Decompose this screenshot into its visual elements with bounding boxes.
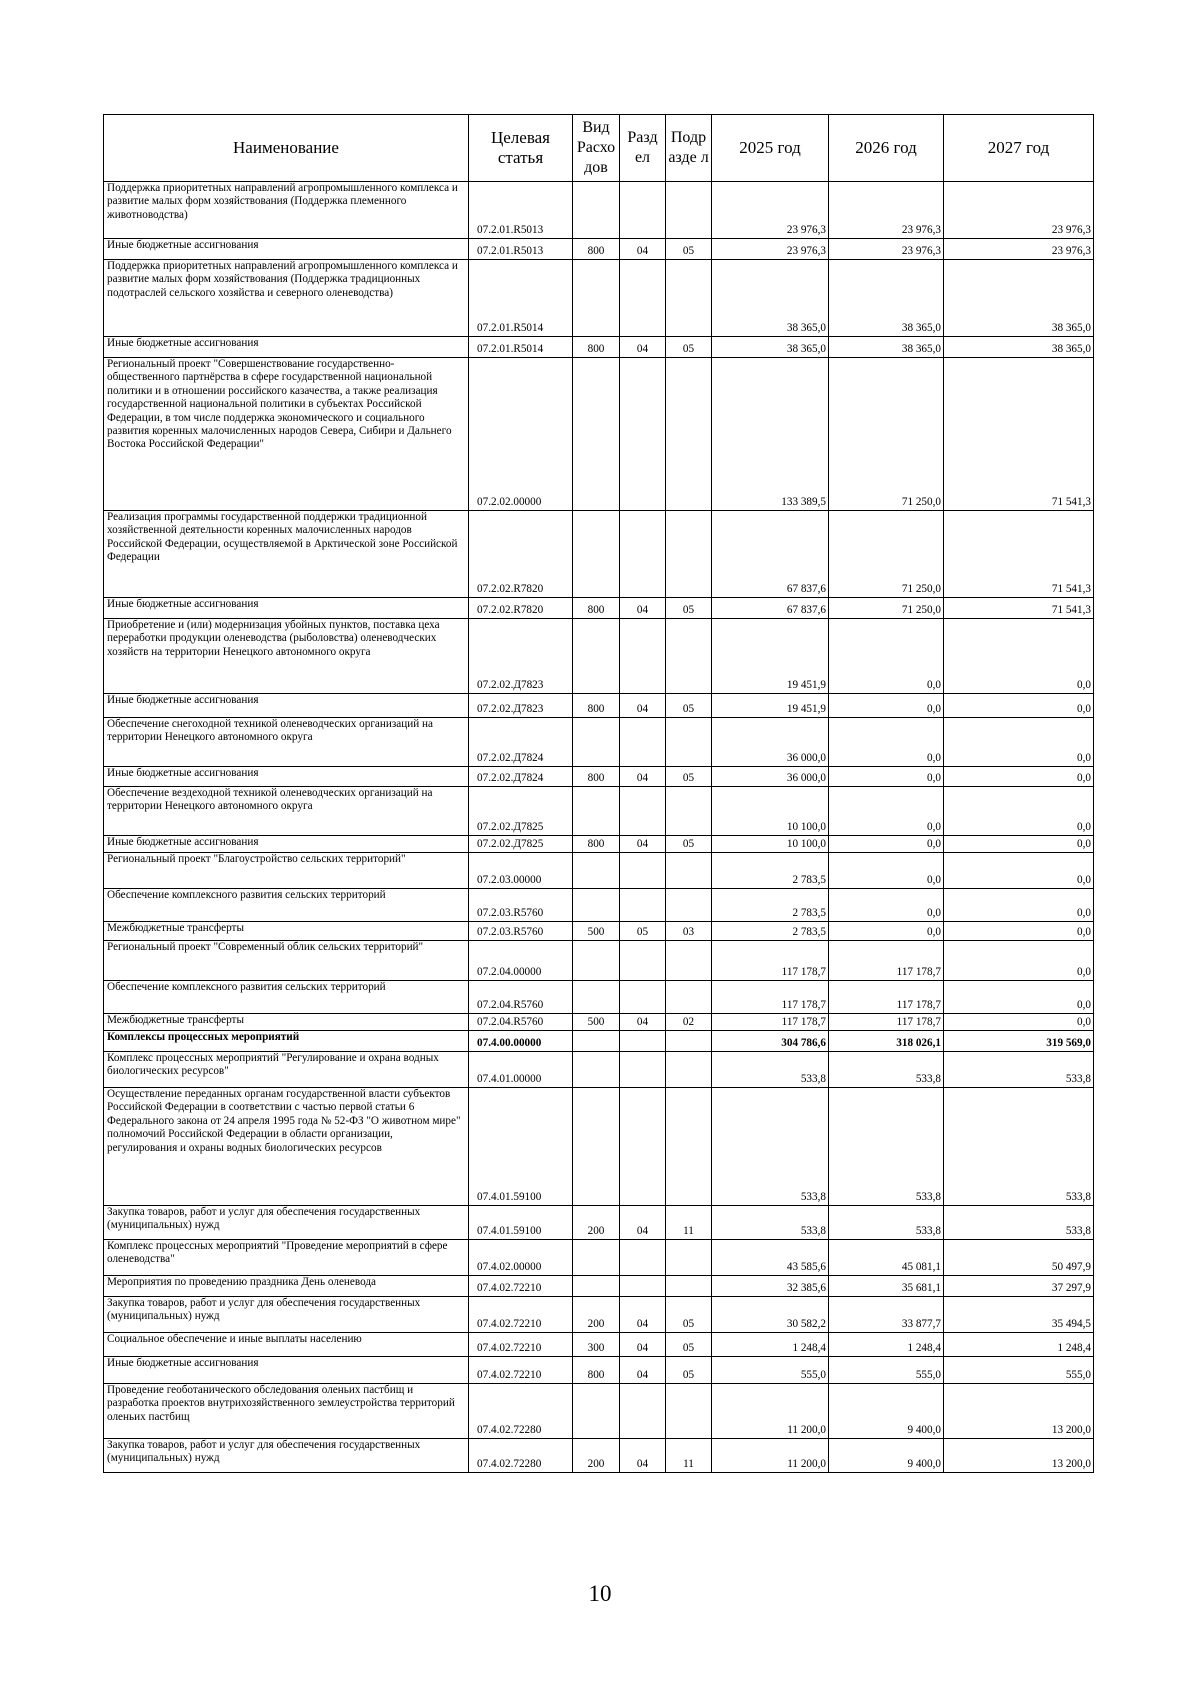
- cell-subsection: [666, 358, 712, 511]
- cell-expense-type: 300: [573, 1333, 620, 1357]
- cell-section: [620, 718, 666, 767]
- budget-table: [103, 114, 1094, 1473]
- cell-name: Межбюджетные трансферты: [104, 922, 469, 941]
- table-row: [104, 981, 1094, 1014]
- cell-section: 05: [620, 922, 666, 941]
- cell-amount-2025: 23 976,3: [712, 239, 829, 260]
- cell-amount-2027: 37 297,9: [944, 1276, 1094, 1297]
- cell-amount-2026: 1 248,4: [829, 1333, 944, 1357]
- cell-amount-2025: 11 200,0: [712, 1384, 829, 1439]
- cell-amount-2026: 23 976,3: [829, 239, 944, 260]
- cell-subsection: [666, 981, 712, 1014]
- cell-amount-2025: 38 365,0: [712, 260, 829, 337]
- cell-amount-2025: 533,8: [712, 1088, 829, 1206]
- cell-amount-2026: 0,0: [829, 889, 944, 922]
- cell-amount-2025: 117 178,7: [712, 941, 829, 981]
- cell-amount-2027: 35 494,5: [944, 1297, 1094, 1333]
- cell-name: Иные бюджетные ассигнования: [104, 694, 469, 718]
- cell-name: Обеспечение комплексного развития сельских территорий: [104, 889, 469, 922]
- cell-target-article: 07.4.02.72210: [469, 1276, 573, 1297]
- cell-expense-type: 800: [573, 1357, 620, 1384]
- table-row: [104, 1052, 1094, 1088]
- cell-expense-type: 200: [573, 1439, 620, 1473]
- header-year-2027: 2027 год: [944, 115, 1094, 182]
- cell-amount-2025: 533,8: [712, 1206, 829, 1240]
- cell-subsection: 05: [666, 767, 712, 787]
- cell-name: Комплекс процессных мероприятий "Проведение мероприятий в сфере оленеводства": [104, 1240, 469, 1276]
- cell-subsection: [666, 1384, 712, 1439]
- cell-section: [620, 1384, 666, 1439]
- cell-subsection: [666, 1088, 712, 1206]
- cell-expense-type: 500: [573, 922, 620, 941]
- cell-name: Поддержка приоритетных направлений агропромышленного комплекса и развитие малых форм хозяйствования (Поддержка племенного животноводства): [104, 182, 469, 239]
- cell-amount-2025: 32 385,6: [712, 1276, 829, 1297]
- cell-subsection: 05: [666, 598, 712, 619]
- cell-name: Иные бюджетные ассигнования: [104, 239, 469, 260]
- cell-target-article: 07.2.03.R5760: [469, 922, 573, 941]
- cell-amount-2027: 1 248,4: [944, 1333, 1094, 1357]
- table-row: [104, 836, 1094, 853]
- cell-expense-type: [573, 619, 620, 694]
- page-number: 10: [588, 1581, 612, 1606]
- header-expense-type: Вид Расхо дов: [573, 115, 620, 182]
- cell-subsection: 05: [666, 694, 712, 718]
- cell-name: Иные бюджетные ассигнования: [104, 598, 469, 619]
- cell-subsection: 05: [666, 1333, 712, 1357]
- table-row: [104, 1031, 1094, 1052]
- cell-name: Закупка товаров, работ и услуг для обеспечения государственных (муниципальных) нужд: [104, 1297, 469, 1333]
- cell-expense-type: [573, 182, 620, 239]
- cell-name: Поддержка приоритетных направлений агропромышленного комплекса и развитие малых форм хозяйствования (Поддержка традиционных подотраслей сельского хозяйства и северного оленеводства): [104, 260, 469, 337]
- cell-name: Иные бюджетные ассигнования: [104, 767, 469, 787]
- cell-section: 04: [620, 767, 666, 787]
- cell-amount-2027: 0,0: [944, 767, 1094, 787]
- cell-amount-2026: 117 178,7: [829, 941, 944, 981]
- cell-amount-2027: 23 976,3: [944, 239, 1094, 260]
- cell-amount-2025: 23 976,3: [712, 182, 829, 239]
- cell-amount-2026: 71 250,0: [829, 511, 944, 598]
- cell-amount-2027: 0,0: [944, 922, 1094, 941]
- cell-amount-2026: 71 250,0: [829, 358, 944, 511]
- cell-amount-2026: 0,0: [829, 853, 944, 889]
- cell-target-article: 07.2.02.Д7825: [469, 787, 573, 836]
- header-year-2026: 2026 год: [829, 115, 944, 182]
- cell-expense-type: 800: [573, 598, 620, 619]
- cell-amount-2026: 38 365,0: [829, 337, 944, 358]
- cell-subsection: [666, 1276, 712, 1297]
- cell-section: 04: [620, 1439, 666, 1473]
- cell-section: [620, 1088, 666, 1206]
- cell-amount-2026: 0,0: [829, 718, 944, 767]
- cell-amount-2026: 45 081,1: [829, 1240, 944, 1276]
- cell-amount-2027: 0,0: [944, 787, 1094, 836]
- cell-expense-type: [573, 1031, 620, 1052]
- cell-target-article: 07.2.01.R5014: [469, 260, 573, 337]
- cell-name: Комплексы процессных мероприятий: [104, 1031, 469, 1052]
- cell-amount-2026: 117 178,7: [829, 1014, 944, 1031]
- cell-amount-2026: 555,0: [829, 1357, 944, 1384]
- cell-section: 04: [620, 598, 666, 619]
- cell-amount-2025: 38 365,0: [712, 337, 829, 358]
- table-row: [104, 182, 1094, 239]
- cell-amount-2026: 9 400,0: [829, 1439, 944, 1473]
- cell-section: [620, 787, 666, 836]
- cell-section: [620, 358, 666, 511]
- header-subsection: Подр азде л: [666, 115, 712, 182]
- cell-expense-type: 800: [573, 836, 620, 853]
- cell-target-article: 07.4.00.00000: [469, 1031, 573, 1052]
- cell-amount-2025: 67 837,6: [712, 511, 829, 598]
- cell-amount-2025: 117 178,7: [712, 981, 829, 1014]
- table-row: [104, 941, 1094, 981]
- cell-amount-2027: 13 200,0: [944, 1439, 1094, 1473]
- cell-amount-2027: 71 541,3: [944, 358, 1094, 511]
- cell-amount-2025: 533,8: [712, 1052, 829, 1088]
- cell-amount-2025: 10 100,0: [712, 836, 829, 853]
- cell-amount-2027: 0,0: [944, 694, 1094, 718]
- cell-expense-type: [573, 853, 620, 889]
- table-row: [104, 1240, 1094, 1276]
- cell-target-article: 07.2.04.00000: [469, 941, 573, 981]
- cell-amount-2026: 0,0: [829, 694, 944, 718]
- cell-amount-2027: 0,0: [944, 836, 1094, 853]
- cell-subsection: [666, 889, 712, 922]
- table-row: [104, 922, 1094, 941]
- cell-amount-2026: 0,0: [829, 787, 944, 836]
- table-row: [104, 619, 1094, 694]
- cell-target-article: 07.2.02.Д7823: [469, 694, 573, 718]
- cell-target-article: 07.4.02.72210: [469, 1297, 573, 1333]
- table-row: [104, 718, 1094, 767]
- table-body: [104, 182, 1094, 1473]
- cell-amount-2025: 43 585,6: [712, 1240, 829, 1276]
- cell-target-article: 07.2.02.Д7825: [469, 836, 573, 853]
- cell-target-article: 07.2.01.R5014: [469, 337, 573, 358]
- cell-expense-type: 800: [573, 767, 620, 787]
- cell-name: Обеспечение снегоходной техникой оленеводческих организаций на территории Ненецкого автономного округа: [104, 718, 469, 767]
- cell-section: [620, 511, 666, 598]
- cell-amount-2027: 0,0: [944, 853, 1094, 889]
- table-row: [104, 337, 1094, 358]
- table-row: [104, 260, 1094, 337]
- cell-section: 04: [620, 1014, 666, 1031]
- cell-amount-2027: 533,8: [944, 1052, 1094, 1088]
- cell-name: Социальное обеспечение и иные выплаты населению: [104, 1333, 469, 1357]
- cell-expense-type: 200: [573, 1297, 620, 1333]
- cell-expense-type: [573, 941, 620, 981]
- cell-section: 04: [620, 694, 666, 718]
- cell-amount-2025: 2 783,5: [712, 922, 829, 941]
- cell-amount-2026: 38 365,0: [829, 260, 944, 337]
- cell-expense-type: [573, 511, 620, 598]
- cell-target-article: 07.2.01.R5013: [469, 239, 573, 260]
- cell-subsection: 05: [666, 239, 712, 260]
- cell-section: 04: [620, 1333, 666, 1357]
- cell-target-article: 07.4.02.00000: [469, 1240, 573, 1276]
- cell-amount-2026: 0,0: [829, 922, 944, 941]
- cell-amount-2026: 533,8: [829, 1088, 944, 1206]
- cell-section: [620, 619, 666, 694]
- cell-amount-2027: 50 497,9: [944, 1240, 1094, 1276]
- cell-target-article: 07.2.02.00000: [469, 358, 573, 511]
- cell-subsection: 02: [666, 1014, 712, 1031]
- table-row: [104, 358, 1094, 511]
- cell-expense-type: 800: [573, 337, 620, 358]
- cell-target-article: 07.4.01.59100: [469, 1088, 573, 1206]
- cell-amount-2026: 9 400,0: [829, 1384, 944, 1439]
- table-row: [104, 239, 1094, 260]
- cell-target-article: 07.2.04.R5760: [469, 1014, 573, 1031]
- cell-expense-type: 200: [573, 1206, 620, 1240]
- cell-amount-2027: 533,8: [944, 1088, 1094, 1206]
- cell-name: Комплекс процессных мероприятий "Регулирование и охрана водных биологических ресурсов": [104, 1052, 469, 1088]
- cell-subsection: 05: [666, 1357, 712, 1384]
- cell-name: Обеспечение вездеходной техникой оленеводческих организаций на территории Ненецкого автономного округа: [104, 787, 469, 836]
- cell-amount-2027: 533,8: [944, 1206, 1094, 1240]
- table-row: [104, 1384, 1094, 1439]
- table-row: [104, 767, 1094, 787]
- cell-section: [620, 889, 666, 922]
- cell-target-article: 07.2.03.00000: [469, 853, 573, 889]
- table-row: [104, 1206, 1094, 1240]
- cell-section: 04: [620, 239, 666, 260]
- cell-amount-2027: 0,0: [944, 941, 1094, 981]
- cell-section: [620, 260, 666, 337]
- cell-section: [620, 981, 666, 1014]
- cell-amount-2025: 2 783,5: [712, 889, 829, 922]
- cell-amount-2025: 10 100,0: [712, 787, 829, 836]
- cell-name: Иные бюджетные ассигнования: [104, 836, 469, 853]
- cell-amount-2026: 0,0: [829, 619, 944, 694]
- header-name: Наименование: [104, 115, 469, 182]
- header-target-article: Целевая статья: [469, 115, 573, 182]
- cell-expense-type: 500: [573, 1014, 620, 1031]
- cell-expense-type: [573, 1384, 620, 1439]
- cell-section: [620, 1031, 666, 1052]
- cell-subsection: [666, 619, 712, 694]
- cell-name: Обеспечение комплексного развития сельских территорий: [104, 981, 469, 1014]
- cell-subsection: [666, 511, 712, 598]
- cell-name: Региональный проект "Совершенствование государственно-общественного партнёрства в сфере государственной национальной политики и в отношении российского казачества, а также реализация государственной национальной политики в субъектах Российской Федерации, в том числе поддержка экономического и социального развития коренных малочисленных народов Севера, Сибири и Дальнего Востока Российской Федерации": [104, 358, 469, 511]
- cell-subsection: [666, 787, 712, 836]
- cell-amount-2025: 67 837,6: [712, 598, 829, 619]
- cell-amount-2027: 555,0: [944, 1357, 1094, 1384]
- cell-section: 04: [620, 1206, 666, 1240]
- cell-section: 04: [620, 1357, 666, 1384]
- cell-name: Мероприятия по проведению праздника День оленевода: [104, 1276, 469, 1297]
- cell-subsection: [666, 718, 712, 767]
- cell-section: [620, 182, 666, 239]
- cell-subsection: 05: [666, 1297, 712, 1333]
- cell-subsection: 03: [666, 922, 712, 941]
- cell-amount-2026: 33 877,7: [829, 1297, 944, 1333]
- cell-target-article: 07.2.04.R5760: [469, 981, 573, 1014]
- table-row: [104, 598, 1094, 619]
- cell-amount-2025: 2 783,5: [712, 853, 829, 889]
- cell-amount-2026: 35 681,1: [829, 1276, 944, 1297]
- cell-expense-type: [573, 1052, 620, 1088]
- table-row: [104, 1297, 1094, 1333]
- table-row: [104, 1357, 1094, 1384]
- cell-subsection: 05: [666, 337, 712, 358]
- cell-amount-2027: 0,0: [944, 889, 1094, 922]
- table-row: [104, 511, 1094, 598]
- cell-name: Осуществление переданных органам государственной власти субъектов Российской Федерации в соответствии с частью первой статьи 6 Федерального закона от 24 апреля 1995 года № 52-ФЗ "О животном мире" полномочий Российской Федерации в области организации, регулирования и охраны водных биологических ресурсов: [104, 1088, 469, 1206]
- cell-target-article: 07.2.02.R7820: [469, 598, 573, 619]
- cell-amount-2025: 133 389,5: [712, 358, 829, 511]
- table-row: [104, 1333, 1094, 1357]
- cell-name: Межбюджетные трансферты: [104, 1014, 469, 1031]
- cell-subsection: [666, 182, 712, 239]
- cell-target-article: 07.4.02.72210: [469, 1357, 573, 1384]
- cell-expense-type: 800: [573, 239, 620, 260]
- cell-amount-2026: 533,8: [829, 1052, 944, 1088]
- cell-expense-type: [573, 260, 620, 337]
- cell-target-article: 07.2.03.R5760: [469, 889, 573, 922]
- cell-subsection: [666, 1052, 712, 1088]
- cell-subsection: [666, 941, 712, 981]
- cell-name: Приобретение и (или) модернизация убойных пунктов, поставка цеха переработки продукции оленеводства (рыболовства) оленеводческих хозяйств на территории Ненецкого автономного округа: [104, 619, 469, 694]
- cell-section: [620, 1052, 666, 1088]
- table-row: [104, 1276, 1094, 1297]
- cell-amount-2027: 13 200,0: [944, 1384, 1094, 1439]
- cell-section: 04: [620, 337, 666, 358]
- cell-amount-2025: 36 000,0: [712, 767, 829, 787]
- cell-expense-type: [573, 1276, 620, 1297]
- cell-section: [620, 1240, 666, 1276]
- cell-expense-type: [573, 1240, 620, 1276]
- table-row: [104, 1439, 1094, 1473]
- table-row: [104, 853, 1094, 889]
- cell-target-article: 07.2.02.Д7824: [469, 767, 573, 787]
- table-header-row: [104, 115, 1094, 182]
- cell-subsection: 11: [666, 1206, 712, 1240]
- cell-amount-2027: 71 541,3: [944, 598, 1094, 619]
- cell-target-article: 07.2.01.R5013: [469, 182, 573, 239]
- cell-amount-2026: 0,0: [829, 836, 944, 853]
- cell-amount-2027: 0,0: [944, 619, 1094, 694]
- cell-section: [620, 941, 666, 981]
- cell-target-article: 07.4.02.72280: [469, 1384, 573, 1439]
- cell-target-article: 07.2.02.Д7824: [469, 718, 573, 767]
- cell-amount-2027: 38 365,0: [944, 337, 1094, 358]
- cell-expense-type: [573, 718, 620, 767]
- cell-name: Закупка товаров, работ и услуг для обеспечения государственных (муниципальных) нужд: [104, 1206, 469, 1240]
- cell-section: 04: [620, 1297, 666, 1333]
- cell-amount-2025: 117 178,7: [712, 1014, 829, 1031]
- cell-subsection: [666, 1240, 712, 1276]
- cell-section: [620, 1276, 666, 1297]
- table-row: [104, 1014, 1094, 1031]
- cell-subsection: 11: [666, 1439, 712, 1473]
- cell-target-article: 07.4.02.72210: [469, 1333, 573, 1357]
- table-row: [104, 889, 1094, 922]
- cell-expense-type: 800: [573, 694, 620, 718]
- cell-target-article: 07.2.02.Д7823: [469, 619, 573, 694]
- cell-amount-2025: 304 786,6: [712, 1031, 829, 1052]
- cell-amount-2027: 38 365,0: [944, 260, 1094, 337]
- cell-amount-2026: 318 026,1: [829, 1031, 944, 1052]
- cell-section: [620, 853, 666, 889]
- cell-amount-2025: 555,0: [712, 1357, 829, 1384]
- cell-amount-2027: 0,0: [944, 718, 1094, 767]
- table-row: [104, 694, 1094, 718]
- cell-amount-2027: 71 541,3: [944, 511, 1094, 598]
- cell-expense-type: [573, 889, 620, 922]
- cell-expense-type: [573, 981, 620, 1014]
- cell-amount-2027: 0,0: [944, 1014, 1094, 1031]
- cell-name: Региональный проект "Благоустройство сельских территорий": [104, 853, 469, 889]
- cell-amount-2027: 23 976,3: [944, 182, 1094, 239]
- cell-expense-type: [573, 358, 620, 511]
- cell-target-article: 07.2.02.R7820: [469, 511, 573, 598]
- cell-name: Проведение геоботанического обследования оленьих пастбищ и разработка проектов внутрихозяйственного землеустройства территорий оленьих пастбищ: [104, 1384, 469, 1439]
- cell-amount-2025: 36 000,0: [712, 718, 829, 767]
- cell-amount-2026: 71 250,0: [829, 598, 944, 619]
- cell-subsection: [666, 853, 712, 889]
- cell-amount-2025: 11 200,0: [712, 1439, 829, 1473]
- header-year-2025: 2025 год: [712, 115, 829, 182]
- budget-table-sheet: [103, 114, 1093, 1473]
- cell-amount-2025: 1 248,4: [712, 1333, 829, 1357]
- cell-name: Иные бюджетные ассигнования: [104, 1357, 469, 1384]
- cell-expense-type: [573, 787, 620, 836]
- cell-amount-2025: 19 451,9: [712, 694, 829, 718]
- cell-name: Реализация программы государственной поддержки традиционной хозяйственной деятельности коренных малочисленных народов Российской Федерации, осуществляемой в Арктической зоне Российской Федерации: [104, 511, 469, 598]
- cell-target-article: 07.4.01.00000: [469, 1052, 573, 1088]
- cell-amount-2025: 30 582,2: [712, 1297, 829, 1333]
- cell-target-article: 07.4.02.72280: [469, 1439, 573, 1473]
- cell-amount-2027: 319 569,0: [944, 1031, 1094, 1052]
- cell-subsection: [666, 260, 712, 337]
- cell-name: Региональный проект "Современный облик сельских территорий": [104, 941, 469, 981]
- cell-amount-2025: 19 451,9: [712, 619, 829, 694]
- cell-amount-2027: 0,0: [944, 981, 1094, 1014]
- cell-amount-2026: 117 178,7: [829, 981, 944, 1014]
- cell-target-article: 07.4.01.59100: [469, 1206, 573, 1240]
- cell-amount-2026: 23 976,3: [829, 182, 944, 239]
- cell-name: Закупка товаров, работ и услуг для обеспечения государственных (муниципальных) нужд: [104, 1439, 469, 1473]
- cell-amount-2026: 533,8: [829, 1206, 944, 1240]
- cell-subsection: [666, 1031, 712, 1052]
- table-row: [104, 787, 1094, 836]
- cell-section: 04: [620, 836, 666, 853]
- table-row: [104, 1088, 1094, 1206]
- cell-amount-2026: 0,0: [829, 767, 944, 787]
- cell-subsection: 05: [666, 836, 712, 853]
- cell-name: Иные бюджетные ассигнования: [104, 337, 469, 358]
- header-section: Разд ел: [620, 115, 666, 182]
- cell-expense-type: [573, 1088, 620, 1206]
